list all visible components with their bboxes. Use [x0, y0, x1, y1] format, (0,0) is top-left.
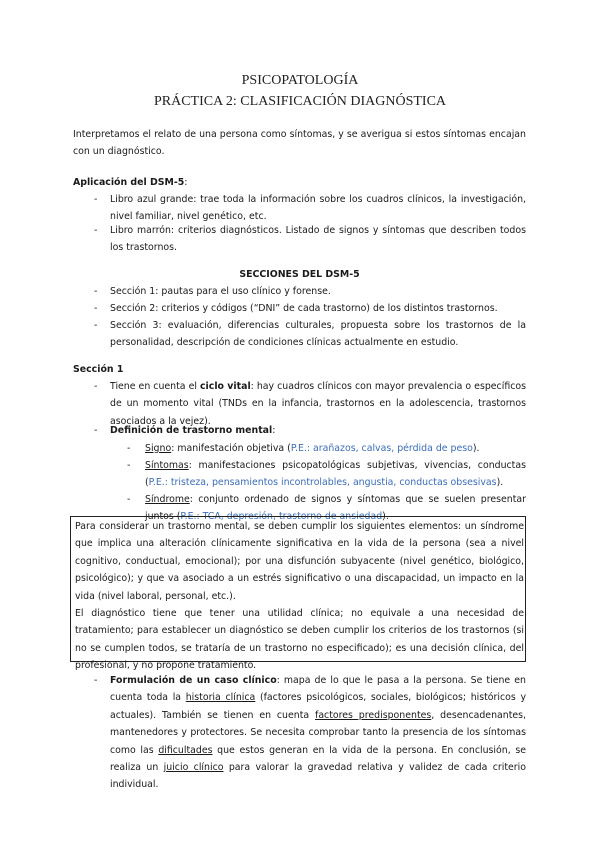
bullet-dash: -: [94, 194, 98, 205]
bullet-dash: -: [127, 443, 131, 454]
sindrome-example: P.E.: TCA, depresión, trastorno de ansiedad: [180, 511, 383, 523]
formulacion-text-3: , desencadenantes, mantenedores y protectores. Se necesita comprobar tanto la presencia de los síntomas como las: [110, 709, 527, 756]
signo-item: [145, 440, 526, 457]
aplicacion-item-1: Libro azul grande: trae toda la información sobre los cuadros clínicos, la investigación, nivel familiar, nivel genético, etc.: [110, 194, 526, 223]
formulacion-text-4: que estos generan en la vida de la persona. En conclusión, se realiza un: [110, 744, 527, 774]
note-paragraph-2: El diagnóstico tiene que tener una utilidad clínica; no equivale a una necesidad de tratamiento; para establecer un diagnóstico se deben cumplir los criterios de los trastornos (si no se cumplen todos, se trataría de un trastorno no especificado); es una decisión clínica, del profesional, y no propone tratamiento.: [75, 608, 524, 672]
sintomas-text: : manifestaciones psicopatológicas subjetivas, vivencias, conductas (: [145, 460, 526, 489]
formulacion-item: [110, 672, 526, 794]
formulacion-text-2: (factores psicológicos, sociales, biológicos; históricos y actuales). También se tienen en cuenta: [110, 692, 527, 721]
secciones-heading: SECCIONES DEL DSM-5: [239, 269, 360, 280]
seccion-item-3: Sección 3: evaluación, diferencias culturales, propuesta sobre los trastornos de la personalidad, descripción de condiciones clínicas actualmente en estudio.: [110, 320, 526, 349]
seccion-item-1: Sección 1: pautas para el uso clínico y forense.: [110, 286, 331, 297]
formulacion-heading: Formulación de un caso clínico: [110, 675, 277, 686]
factores-predisponentes-term: factores predisponentes: [315, 709, 432, 721]
page-subtitle: PRÁCTICA 2: CLASIFICACIÓN DIAGNÓSTICA: [153, 94, 447, 109]
sindrome-text: : conjunto ordenado de signos y síntomas que se suelen presentar juntos (: [145, 494, 526, 523]
signo-term: Signo: [145, 443, 172, 454]
ciclo-bold: ciclo vital: [200, 381, 251, 392]
bullet-dash: -: [94, 225, 98, 236]
bullet-dash: -: [94, 675, 98, 686]
sintomas-end: ).: [496, 477, 504, 489]
ciclo-post: : hay cuadros clínicos con mayor prevalencia o específicos de un momento vital (TNDs en la infancia, trastornos en la adolescencia, trastornos asociados a la vejez).: [110, 381, 526, 427]
bullet-dash: -: [127, 494, 131, 505]
signo-text: : manifestación objetiva (: [171, 443, 291, 454]
formulacion-text-1: : mapa de lo que le pasa a la persona. Se tiene en cuenta toda la: [110, 675, 526, 704]
sindrome-end: ).: [382, 511, 389, 523]
intro-paragraph: Interpretamos el relato de una persona como síntomas, y se averigua si estos síntomas encajan con un diagnóstico.: [73, 129, 526, 158]
historia-clinica-term: historia clínica: [185, 692, 256, 704]
sintomas-item: [145, 457, 526, 492]
definicion-heading: Definición de trastorno mental: [110, 425, 273, 436]
sindrome-term: Síndrome: [145, 494, 190, 505]
juicio-clinico-term: juicio clínico: [163, 762, 224, 774]
note-paragraph-1: Para considerar un trastorno mental, se deben cumplir los siguientes elementos: un síndrome que implica una alteración clínicamente significativa en la vida de la persona (sea a nivel cognitivo, conductual, emocional); por una disfunción subyacente (nivel genético, biológico, psicológico); y que va asociado a un estrés significativo o una discapacidad, un impacto en la vida (nivel laboral, personal, etc.).: [75, 521, 524, 602]
bullet-dash: -: [127, 460, 131, 471]
aplicacion-heading-colon: :: [184, 177, 188, 188]
definicion-colon: :: [272, 425, 276, 436]
dificultades-term: dificultades: [158, 744, 213, 756]
definicion-item: [110, 422, 275, 439]
formulacion-text-5: para valorar la gravedad relativa y validez de cada criterio individual.: [110, 762, 526, 791]
aplicacion-heading-text: Aplicación del DSM-5: [73, 177, 185, 188]
bullet-dash: -: [94, 286, 98, 297]
bullet-dash: -: [94, 425, 98, 436]
signo-end: ).: [472, 443, 480, 454]
sintomas-term: Síntomas: [145, 460, 189, 471]
bullet-dash: -: [94, 320, 98, 331]
bullet-dash: -: [94, 303, 98, 314]
seccion-item-2: Sección 2: criterios y códigos (“DNI” de cada trastorno) de los distintos trastornos.: [110, 303, 498, 314]
bullet-dash: -: [94, 381, 98, 392]
sintomas-example: P.E.: tristeza, pensamientos incontrolables, angustia, conductas obsesivas: [148, 477, 497, 489]
aplicacion-item-2: Libro marrón: criterios diagnósticos. Listado de signos y síntomas que describen todos los trastornos.: [110, 225, 526, 254]
aplicacion-heading: [73, 174, 187, 191]
seccion1-heading: Sección 1: [73, 364, 124, 375]
signo-example: P.E.: arañazos, calvas, pérdida de peso: [290, 443, 473, 454]
ciclo-pre: Tiene en cuenta el: [110, 381, 200, 392]
page-title: PSICOPATOLOGÍA: [241, 73, 359, 88]
